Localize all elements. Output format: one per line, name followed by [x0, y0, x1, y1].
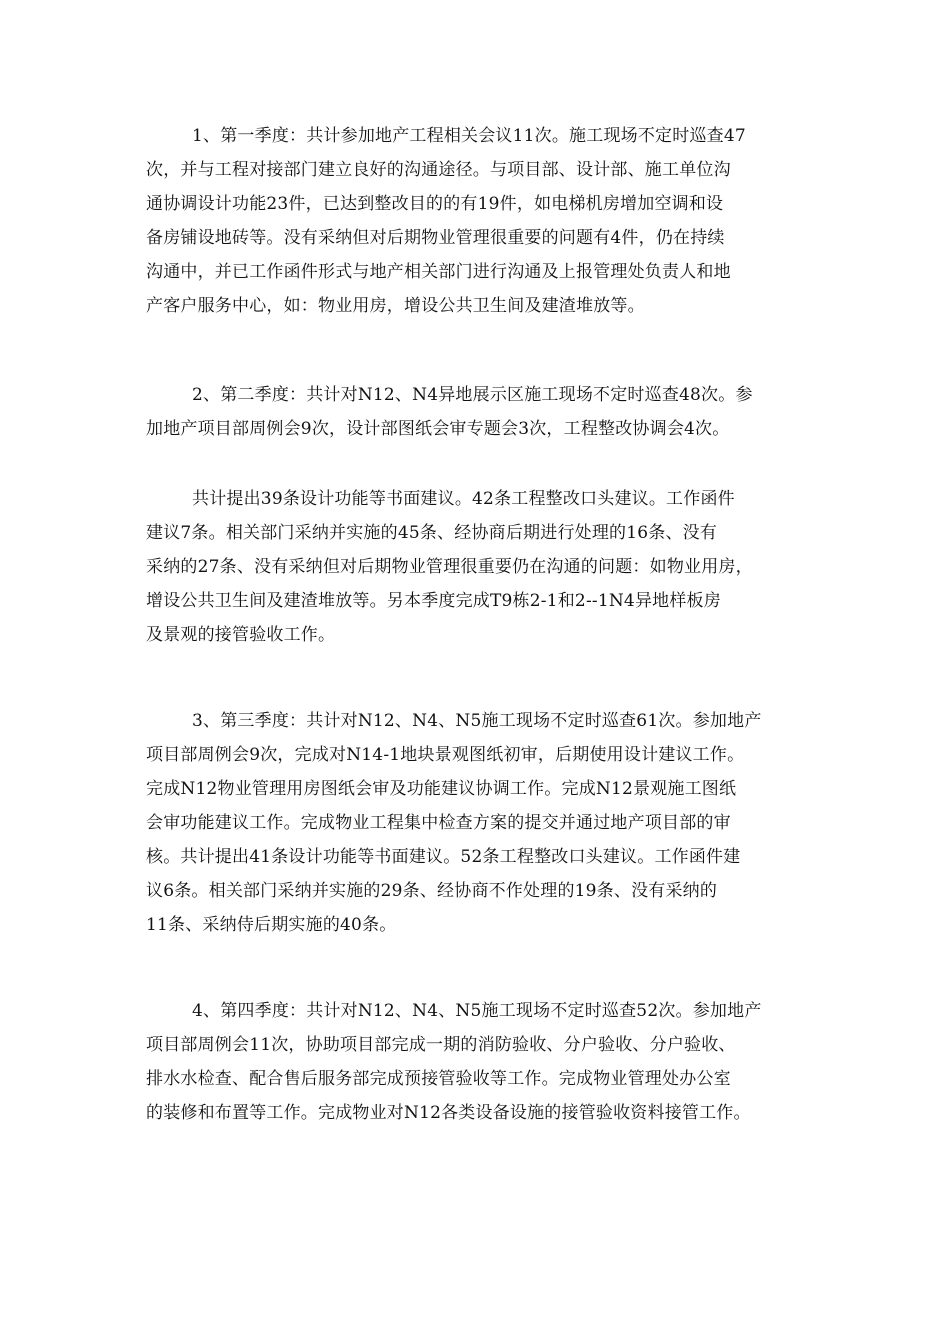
- text-line: 共计提出39条设计功能等书面建议。42条工程整改口头建议。工作函件: [192, 489, 735, 509]
- text-line: 4、第四季度：共计对N12、N4、N5施工现场不定时巡查52次。参加地产: [192, 1001, 762, 1021]
- text-line: 及景观的接管验收工作。: [146, 625, 336, 645]
- text-line: 项目部周例会9次，完成对N14-1地块景观图纸初审，后期使用设计建议工作。: [146, 745, 745, 765]
- text-line: 加地产项目部周例会9次，设计部图纸会审专题会3次，工程整改协调会4次。: [146, 419, 730, 439]
- text-line: 采纳的27条、没有采纳但对后期物业管理很重要仍在沟通的问题：如物业用房，: [146, 557, 753, 577]
- text-line: 的装修和布置等工作。完成物业对N12各类设备设施的接管验收资料接管工作。: [146, 1103, 751, 1123]
- text-line: 会审功能建议工作。完成物业工程集中检查方案的提交并通过地产项目部的审: [146, 813, 731, 833]
- text-line: 完成N12物业管理用房图纸会审及功能建议协调工作。完成N12景观施工图纸: [146, 779, 737, 799]
- text-line: 建议7条。相关部门采纳并实施的45条、经协商后期进行处理的16条、没有: [146, 523, 718, 543]
- text-line: 通协调设计功能23件，已达到整改目的的有19件，如电梯机房增加空调和设: [146, 194, 724, 214]
- text-line: 核。共计提出41条设计功能等书面建议。52条工程整改口头建议。工作函件建: [146, 847, 741, 867]
- text-line: 沟通中，并已工作函件形式与地产相关部门进行沟通及上报管理处负责人和地: [146, 262, 731, 282]
- text-line: 2、第二季度：共计对N12、N4异地展示区施工现场不定时巡查48次。参: [192, 385, 753, 405]
- text-line: 项目部周例会11次，协助项目部完成一期的消防验收、分户验收、分户验收、: [146, 1035, 736, 1055]
- text-line: 次，并与工程对接部门建立良好的沟通途径。与项目部、设计部、施工单位沟: [146, 160, 731, 180]
- paragraph-q4: [146, 994, 816, 1130]
- paragraph-q2-suggestions: [146, 482, 816, 652]
- paragraph-q3: [146, 704, 816, 942]
- text-line: 增设公共卫生间及建渣堆放等。另本季度完成T9栋2-1和2--1N4异地样板房: [146, 591, 721, 611]
- text-line: 1、第一季度：共计参加地产工程相关会议11次。施工现场不定时巡查47: [192, 126, 746, 146]
- text-line: 排水水检查、配合售后服务部完成预接管验收等工作。完成物业管理处办公室: [146, 1069, 731, 1089]
- paragraph-q1: [146, 119, 816, 323]
- text-line: 议6条。相关部门采纳并实施的29条、经协商不作处理的19条、没有采纳的: [146, 881, 718, 901]
- text-line: 备房铺设地砖等。没有采纳但对后期物业管理很重要的问题有4件，仍在持续: [146, 228, 725, 248]
- paragraph-q2: [146, 378, 816, 446]
- text-line: 3、第三季度：共计对N12、N4、N5施工现场不定时巡查61次。参加地产: [192, 711, 762, 731]
- text-line: 产客户服务中心，如：物业用房，增设公共卫生间及建渣堆放等。: [146, 296, 645, 316]
- text-line: 11条、采纳侍后期实施的40条。: [146, 915, 397, 935]
